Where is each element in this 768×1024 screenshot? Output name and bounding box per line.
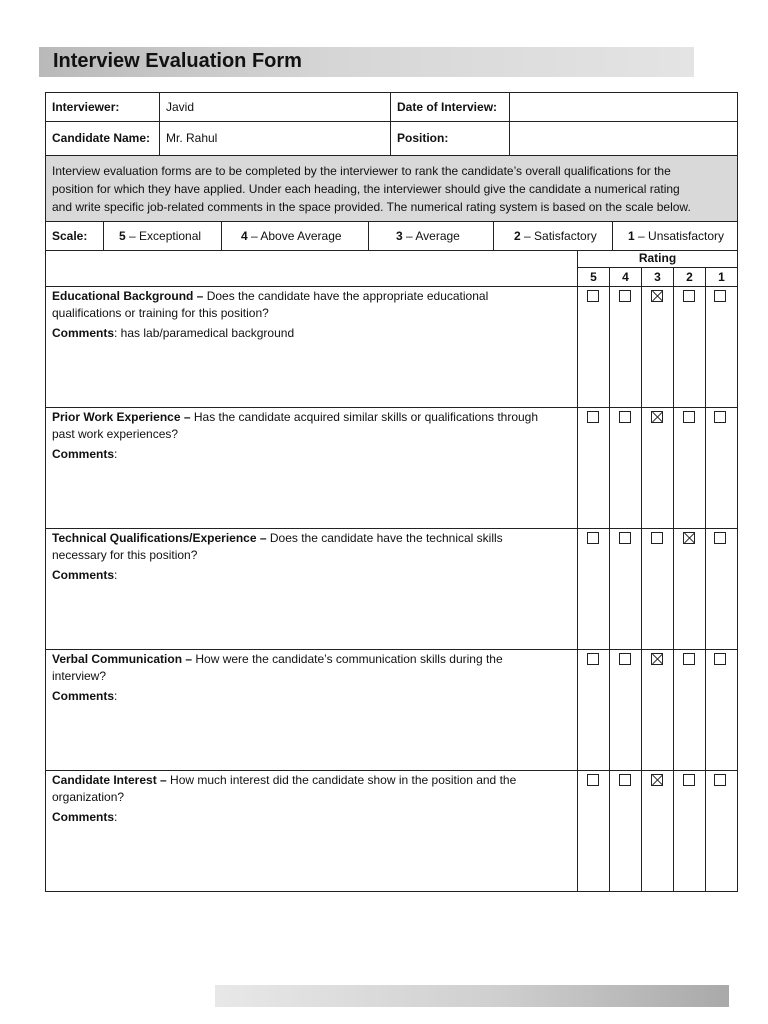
- rating-column-5: 5: [590, 270, 597, 284]
- candidate-name-field[interactable]: Mr. Rahul: [166, 131, 218, 145]
- rating-checkbox-1[interactable]: [714, 290, 726, 302]
- comments-label: Comments: [52, 568, 115, 582]
- scale-text: – Unsatisfactory: [634, 229, 725, 243]
- rating-checkbox-1[interactable]: [714, 774, 726, 786]
- rating-checkbox-3[interactable]: [651, 653, 663, 665]
- rating-checkbox-3[interactable]: [651, 411, 663, 423]
- date-of-interview-label: Date of Interview:: [397, 100, 498, 114]
- comments-field[interactable]: [52, 809, 516, 826]
- rating-checkbox-4[interactable]: [619, 290, 631, 302]
- criterion-question: [52, 651, 503, 668]
- scale-text: – Exceptional: [125, 229, 202, 243]
- criterion-question: [52, 772, 516, 789]
- position-field[interactable]: [516, 130, 731, 147]
- rating-column-4: 4: [622, 270, 629, 284]
- criterion-question-line-1: Does the candidate have the technical skills: [266, 531, 503, 545]
- rating-checkbox-4[interactable]: [619, 411, 631, 423]
- scale-item-2: [514, 228, 597, 245]
- scale-item-1: [628, 228, 724, 245]
- comments-label: Comments: [52, 326, 115, 340]
- criterion-question: [52, 288, 488, 305]
- comments-field[interactable]: [52, 325, 488, 342]
- criterion-question-line-1: How were the candidate’s communication skills during the: [192, 652, 503, 666]
- rating-checkbox-5[interactable]: [587, 774, 599, 786]
- rating-checkbox-2[interactable]: [683, 532, 695, 544]
- criterion-question-line-2: qualifications or training for this position?: [52, 306, 269, 320]
- rating-checkbox-4[interactable]: [619, 532, 631, 544]
- rating-checkbox-5[interactable]: [587, 653, 599, 665]
- rating-checkbox-2[interactable]: [683, 411, 695, 423]
- footer-bar: [215, 985, 729, 1007]
- criterion-question-line-2: past work experiences?: [52, 427, 179, 441]
- scale-number: 4: [241, 229, 248, 243]
- comments-text: :: [114, 568, 118, 582]
- instructions-text: [52, 162, 734, 216]
- criterion-question: [52, 409, 538, 426]
- scale-text: – Above Average: [247, 229, 342, 243]
- instructions-line-3: and write specific job-related comments in the space provided. The numerical rating system is based on the scale below.: [52, 200, 691, 214]
- scale-number: 3: [396, 229, 403, 243]
- scale-item-5: [119, 228, 201, 245]
- comments-text: : has lab/paramedical background: [114, 326, 295, 340]
- criterion-question-line-1: How much interest did the candidate show in the position and the: [166, 773, 517, 787]
- criterion-candidate-interest: [52, 772, 516, 826]
- criterion-prior-work-experience: [52, 409, 538, 463]
- comments-field[interactable]: [52, 446, 538, 463]
- criterion-question-line-2: interview?: [52, 669, 107, 683]
- scale-text: – Satisfactory: [520, 229, 597, 243]
- criterion-question-line-1: Has the candidate acquired similar skills or qualifications through: [190, 410, 539, 424]
- criterion-technical-qualifications: [52, 530, 503, 584]
- criterion-title: Educational Background –: [52, 289, 204, 303]
- criterion-question-line-2: necessary for this position?: [52, 548, 198, 562]
- criterion-educational-background: [52, 288, 488, 342]
- criterion-title: Technical Qualifications/Experience –: [52, 531, 267, 545]
- comments-text: :: [114, 689, 118, 703]
- comments-text: :: [114, 810, 118, 824]
- rating-column-2: 2: [686, 270, 693, 284]
- page-title: Interview Evaluation Form: [53, 50, 302, 72]
- rating-checkbox-5[interactable]: [587, 532, 599, 544]
- criterion-title: Candidate Interest –: [52, 773, 167, 787]
- interviewer-field[interactable]: Javid: [166, 100, 195, 114]
- date-of-interview-field[interactable]: [516, 99, 731, 116]
- comments-field[interactable]: [52, 688, 503, 705]
- scale-item-3: [396, 228, 460, 245]
- rating-checkbox-2[interactable]: [683, 774, 695, 786]
- criterion-verbal-communication: [52, 651, 503, 705]
- instructions-line-1: Interview evaluation forms are to be completed by the interviewer to rank the candidate’s overall qualifications for the: [52, 164, 671, 178]
- criterion-title: Verbal Communication –: [52, 652, 193, 666]
- criterion-title: Prior Work Experience –: [52, 410, 191, 424]
- rating-checkbox-1[interactable]: [714, 411, 726, 423]
- criterion-question: [52, 530, 503, 547]
- position-label: Position:: [397, 131, 449, 145]
- candidate-name-label: Candidate Name:: [52, 131, 151, 145]
- comments-label: Comments: [52, 810, 115, 824]
- scale-number: 2: [514, 229, 521, 243]
- rating-column-1: 1: [718, 270, 725, 284]
- scale-number: 5: [119, 229, 126, 243]
- rating-checkbox-2[interactable]: [683, 290, 695, 302]
- instructions-line-2: position for which they have applied. Under each heading, the interviewer should give the candidate a numerical rating: [52, 182, 680, 196]
- rating-checkbox-3[interactable]: [651, 290, 663, 302]
- interviewer-label: Interviewer:: [52, 100, 120, 114]
- rating-checkbox-3[interactable]: [651, 532, 663, 544]
- scale-label: Scale:: [52, 229, 88, 243]
- comments-label: Comments: [52, 689, 115, 703]
- comments-label: Comments: [52, 447, 115, 461]
- rating-checkbox-5[interactable]: [587, 411, 599, 423]
- criterion-question-line-2: organization?: [52, 790, 125, 804]
- rating-checkbox-5[interactable]: [587, 290, 599, 302]
- scale-number: 1: [628, 229, 635, 243]
- rating-checkbox-1[interactable]: [714, 532, 726, 544]
- rating-checkbox-4[interactable]: [619, 653, 631, 665]
- rating-header: Rating: [638, 251, 677, 265]
- rating-checkbox-1[interactable]: [714, 653, 726, 665]
- scale-item-4: [241, 228, 342, 245]
- rating-checkbox-2[interactable]: [683, 653, 695, 665]
- criterion-question-line-1: Does the candidate have the appropriate educational: [203, 289, 489, 303]
- scale-text: – Average: [402, 229, 460, 243]
- rating-column-3: 3: [654, 270, 661, 284]
- comments-text: :: [114, 447, 118, 461]
- rating-checkbox-4[interactable]: [619, 774, 631, 786]
- comments-field[interactable]: [52, 567, 503, 584]
- rating-checkbox-3[interactable]: [651, 774, 663, 786]
